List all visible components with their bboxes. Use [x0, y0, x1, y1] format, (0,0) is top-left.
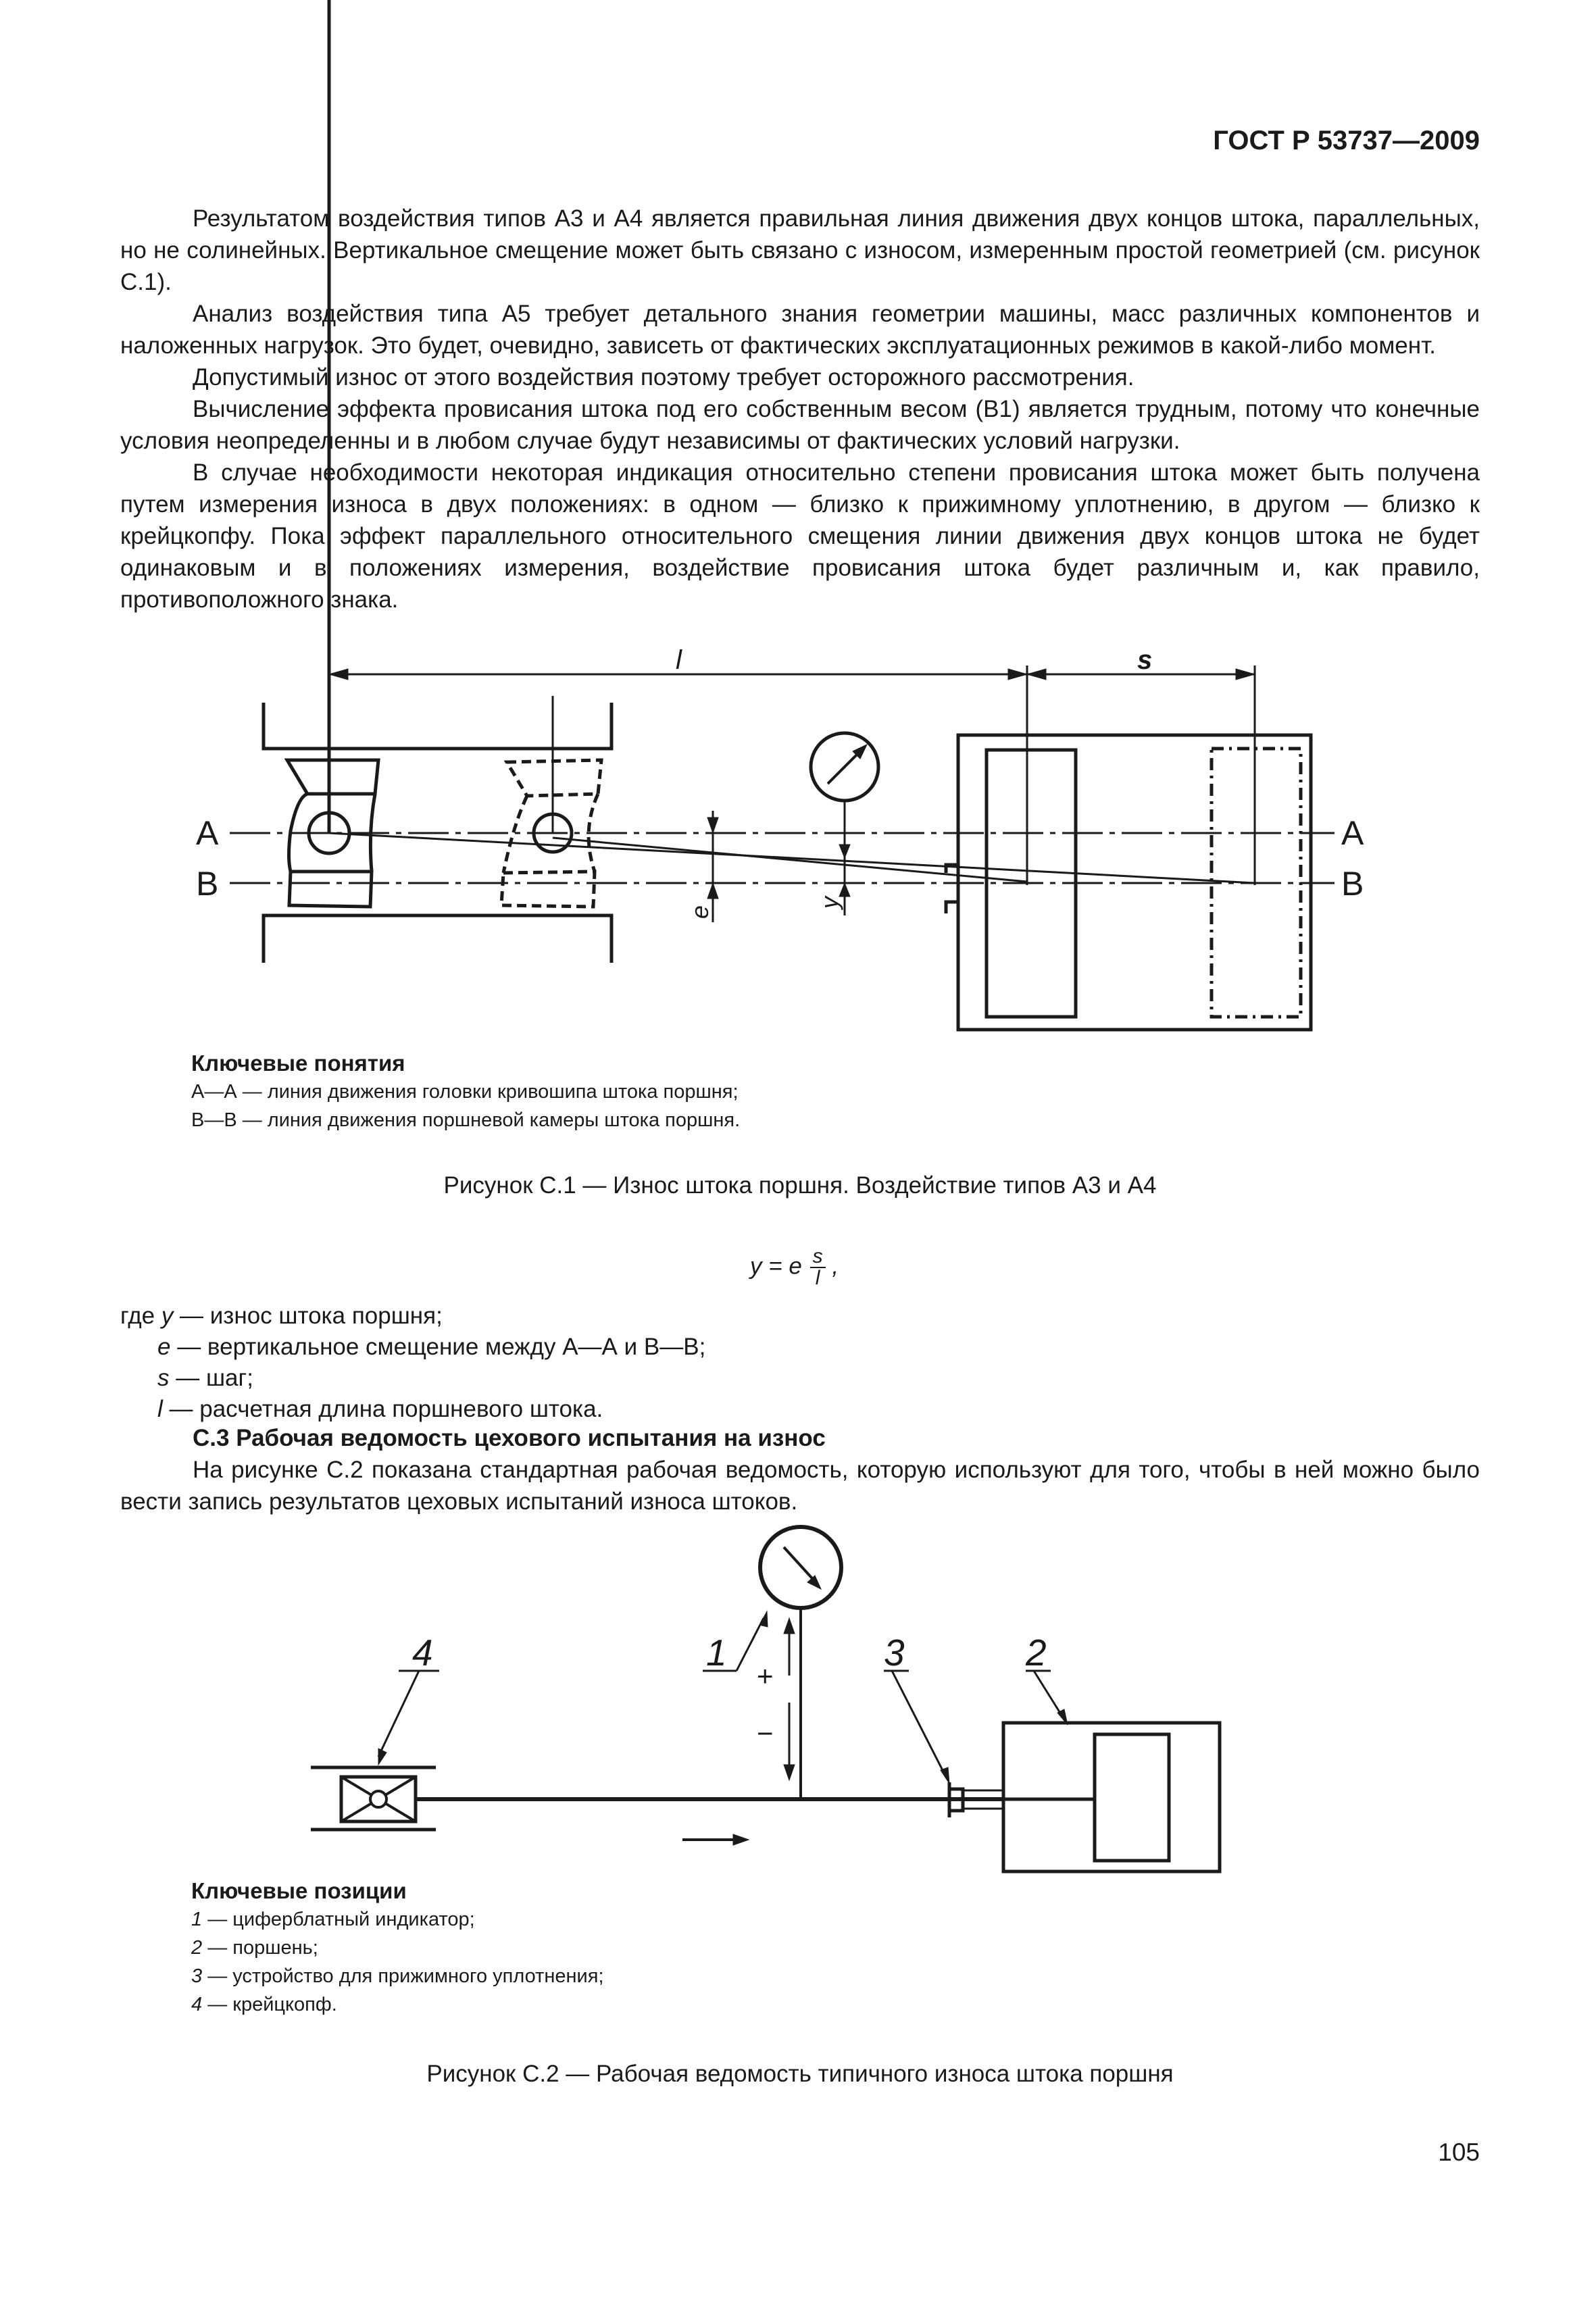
label-plus: +: [757, 1660, 774, 1692]
formula-denominator: l: [815, 1267, 820, 1289]
paragraph: Анализ воздействия типа А5 требует детального знания геометрии машины, масс различных компонентов и наложенных нагрузок. Это будет, очевидно, зависеть от фактических эксплуатационных режимов в какой-либо момент.: [120, 301, 1480, 359]
section-text: На рисунке С.2 показана стандартная рабочая ведомость, которую используют для того, чтобы в ней можно было вести запись результатов цеховых испытаний износа штоков.: [120, 1457, 1480, 1515]
legend-item: 3 — устройство для прижимного уплотнения;: [191, 1965, 604, 1987]
label-a-left: A: [196, 814, 219, 852]
formula-tail: ,: [832, 1253, 839, 1280]
label-s: s: [1137, 645, 1153, 675]
label-minus: −: [757, 1717, 774, 1749]
label-4: 4: [412, 1632, 433, 1674]
legend-item: 1 — циферблатный индикатор;: [191, 1909, 475, 1930]
legend-title: Ключевые позиции: [191, 1878, 407, 1903]
label-1: 1: [706, 1632, 727, 1674]
label-l: l: [676, 645, 682, 675]
definition-e: e — вертикальное смещение между А—А и В—В;: [157, 1334, 706, 1360]
document-number: ГОСТ Р 53737—2009: [1213, 126, 1480, 155]
label-2: 2: [1026, 1632, 1047, 1674]
label-3: 3: [884, 1632, 905, 1674]
definition-y: где y — износ штока поршня;: [120, 1303, 443, 1329]
page-number: 105: [1438, 2138, 1480, 2166]
legend-item: А—А — линия движения головки кривошипа штока поршня;: [191, 1081, 739, 1103]
legend-title: Ключевые понятия: [191, 1051, 405, 1076]
paragraph: Вычисление эффекта провисания штока под его собственным весом (В1) является трудным, потому что конечные условия неопределенны и в любом случае будут независимы от фактических условий нагрузки.: [120, 396, 1480, 454]
formula-numerator: s: [810, 1247, 826, 1268]
figure-c2-legend: [191, 1878, 604, 2019]
paragraph: Допустимый износ от этого воздействия поэтому требует осторожного рассмотрения.: [193, 364, 1134, 391]
legend-item: В—В — линия движения поршневой камеры штока поршня.: [191, 1109, 741, 1131]
label-e: e: [686, 905, 714, 919]
paragraph: В случае необходимости некоторая индикация относительно степени провисания штока может быть получена путем измерения износа в двух положениях: в одном — близко к прижимному уплотнению, в другом — близко к крейцкопфу. Пока эффект параллельного относительного смещения линии движения двух концов штока не будет одинаковым и в положениях измерения, воздействие провисания штока будет различным и, как правило, противоположного знака.: [120, 459, 1480, 613]
formula-lhs: y = e: [750, 1253, 802, 1280]
label-b-right: B: [1341, 865, 1364, 903]
legend-item: 4 — крейцкопф.: [191, 1994, 337, 2015]
section-heading: С.3 Рабочая ведомость цехового испытания на износ: [193, 1425, 826, 1451]
label-a-right: A: [1341, 814, 1364, 852]
definition-l: l — расчетная длина поршневого штока.: [157, 1396, 603, 1422]
label-b-left: B: [196, 865, 219, 903]
legend-item: 2 — поршень;: [191, 1937, 318, 1959]
figure-c2-caption: Рисунок С.2 — Рабочая ведомость типичного износа штока поршня: [426, 2061, 1174, 2087]
figure-c1-caption: Рисунок С.1 — Износ штока поршня. Воздействие типов А3 и А4: [443, 1172, 1157, 1199]
label-y: y: [816, 897, 843, 909]
definition-s: s — шаг;: [157, 1365, 253, 1391]
paragraph: Результатом воздействия типов А3 и А4 является правильная линия движения двух концов штока, параллельных, но не солинейных. Вертикальное смещение может быть связано с износом, измеренным простой геометрией (см. рисунок С.1).: [120, 205, 1480, 295]
